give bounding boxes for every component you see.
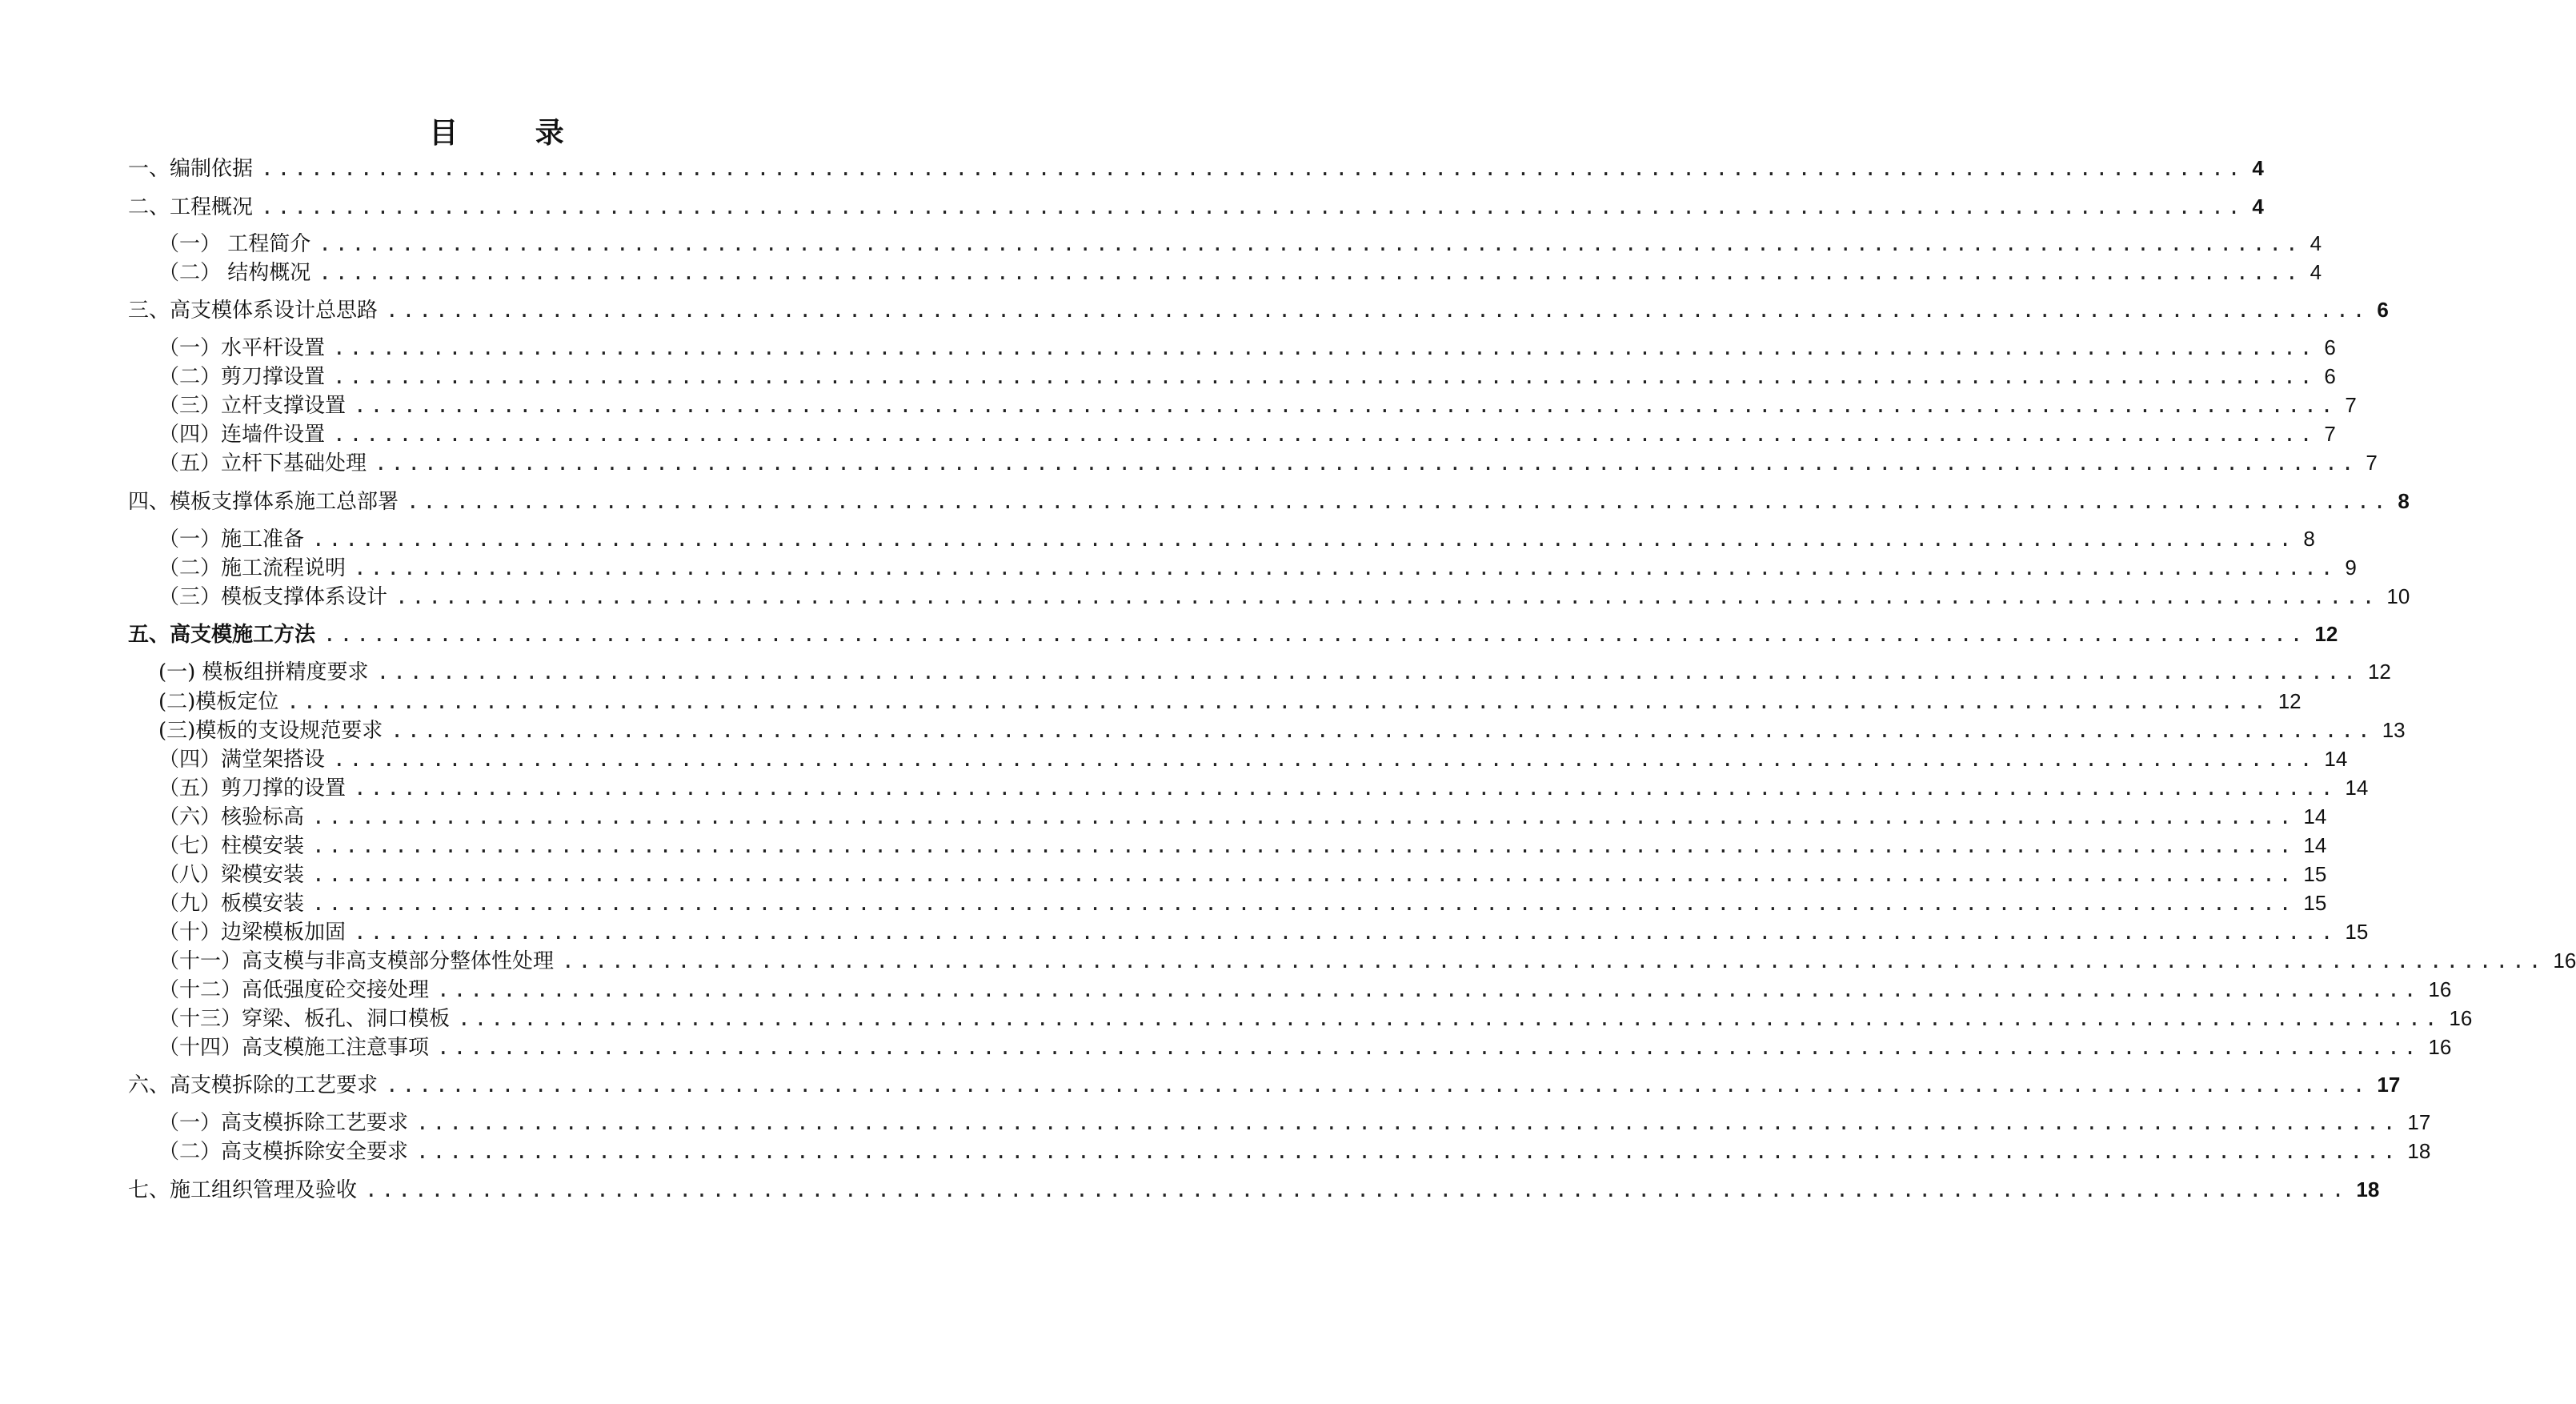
toc-entry[interactable] <box>158 583 2410 610</box>
dot-leader: ........................................................................................................................ <box>407 490 2390 514</box>
dot-leader: ........................................................................................................................ <box>354 394 2338 418</box>
toc-entry-page-number: 6 <box>2324 364 2336 388</box>
toc-entry-page-number: 15 <box>2303 891 2327 915</box>
dot-leader: ........................................................................................................................ <box>391 719 2374 743</box>
toc-entry[interactable] <box>158 976 2452 1003</box>
toc-entry[interactable] <box>158 391 2357 419</box>
toc-entry[interactable] <box>158 525 2315 552</box>
dot-leader: ........................................................................................................................ <box>312 805 2296 829</box>
toc-title: 目 录 <box>429 117 598 150</box>
toc-entry-label: 五、高支模施工方法 <box>128 623 316 647</box>
toc-entry[interactable] <box>158 745 2348 772</box>
toc-entry[interactable] <box>128 620 2338 648</box>
toc-entry[interactable] <box>158 688 2302 715</box>
toc-entry-page-number: 15 <box>2303 862 2327 886</box>
toc-entry-label: （三）立杆支撑设置 <box>158 394 347 418</box>
toc-entry[interactable] <box>128 487 2410 515</box>
toc-entry-label: 三、高支模体系设计总思路 <box>128 299 379 323</box>
toc-entry-label: （一）高支模拆除工艺要求 <box>158 1111 409 1135</box>
dot-leader: ........................................................................................................................ <box>386 299 2370 323</box>
dot-leader: ........................................................................................................................ <box>437 978 2421 1002</box>
dot-leader: ........................................................................................................................ <box>416 1111 2400 1135</box>
toc-entry-label: （三）模板支撑体系设计 <box>158 585 388 609</box>
toc-entry-page-number: 15 <box>2345 920 2369 944</box>
toc-entry-label: （九）板模安装 <box>158 892 305 916</box>
toc-entry-page-number: 7 <box>2324 422 2336 446</box>
toc-entry[interactable] <box>158 334 2336 361</box>
toc-entry[interactable] <box>158 774 2369 801</box>
toc-entry-page-number: 16 <box>2428 977 2452 1001</box>
toc-entry[interactable] <box>158 918 2369 945</box>
toc-entry-label: （二）剪刀撑设置 <box>158 365 326 389</box>
toc-entry[interactable] <box>158 420 2336 447</box>
toc-entry-label: 六、高支模拆除的工艺要求 <box>128 1073 379 1097</box>
dot-leader: ........................................................................................................................ <box>333 336 2317 360</box>
toc-entry[interactable] <box>158 449 2378 476</box>
dot-leader: ........................................................................................................................ <box>261 157 2245 181</box>
toc-entry-label: （二） 结构概况 <box>158 261 311 285</box>
toc-entry-label: （一） 工程简介 <box>158 232 311 256</box>
toc-entry[interactable] <box>158 889 2327 917</box>
toc-entry[interactable] <box>158 947 2576 974</box>
toc-entry-page-number: 16 <box>2449 1006 2473 1030</box>
toc-entry-page-number: 4 <box>2252 156 2264 180</box>
dot-leader: ........................................................................................................................ <box>354 921 2338 945</box>
toc-entry[interactable] <box>128 154 2264 182</box>
dot-leader: ........................................................................................................................ <box>312 863 2296 887</box>
dot-leader: ........................................................................................................................ <box>437 1036 2421 1060</box>
toc-entry-page-number: 7 <box>2345 393 2357 417</box>
toc-entry-page-number: 14 <box>2303 833 2327 857</box>
toc-entry-page-number: 12 <box>2278 689 2302 713</box>
dot-leader: ........................................................................................................................ <box>312 892 2296 916</box>
toc-entry-label: 四、模板支撑体系施工总部署 <box>128 490 399 514</box>
toc-entry-label: （六）核验标高 <box>158 805 305 829</box>
dot-leader: ........................................................................................................................ <box>286 690 2270 714</box>
toc-entry-label: 七、施工组织管理及验收 <box>128 1178 358 1202</box>
toc-entry[interactable] <box>158 259 2322 286</box>
dot-leader: ........................................................................................................................ <box>376 660 2360 684</box>
dot-leader: ........................................................................................................................ <box>386 1073 2370 1097</box>
dot-leader: ........................................................................................................................ <box>261 195 2245 219</box>
toc-entry-label: （十二）高低强度砼交接处理 <box>158 978 430 1002</box>
toc-entry-page-number: 12 <box>2367 660 2391 684</box>
toc-entry-label: （十）边梁模板加固 <box>158 921 347 945</box>
toc-entry-page-number: 14 <box>2303 804 2327 828</box>
toc-entry-label: （八）梁模安装 <box>158 863 305 887</box>
toc-entry-page-number: 16 <box>2428 1035 2452 1059</box>
toc-entry[interactable] <box>158 658 2391 685</box>
toc-entry[interactable] <box>158 803 2327 830</box>
dot-leader: ........................................................................................................................ <box>333 748 2317 772</box>
toc-entry-page-number: 6 <box>2324 335 2336 359</box>
toc-entry[interactable] <box>158 554 2357 581</box>
toc-entry[interactable] <box>158 1005 2473 1032</box>
toc-entry[interactable] <box>158 832 2327 859</box>
toc-entry[interactable] <box>128 193 2264 220</box>
dot-leader: ........................................................................................................................ <box>333 423 2317 447</box>
toc-entry-page-number: 4 <box>2310 260 2322 284</box>
dot-leader: ........................................................................................................................ <box>458 1007 2442 1031</box>
toc-entry-page-number: 8 <box>2398 489 2410 513</box>
dot-leader: ........................................................................................................................ <box>375 451 2358 475</box>
toc-entry-page-number: 12 <box>2314 622 2338 646</box>
toc-entry-label: （十四）高支模施工注意事项 <box>158 1036 430 1060</box>
toc-entry[interactable] <box>158 1033 2452 1061</box>
toc-entry-page-number: 4 <box>2252 195 2264 219</box>
dot-leader: ........................................................................................................................ <box>395 585 2379 609</box>
dot-leader: ........................................................................................................................ <box>416 1140 2400 1164</box>
toc-entry-page-number: 9 <box>2345 556 2357 580</box>
toc-entry-page-number: 7 <box>2366 451 2378 475</box>
dot-leader: ........................................................................................................................ <box>562 949 2546 973</box>
toc-entry[interactable] <box>158 230 2322 257</box>
toc-entry-label: （一）水平杆设置 <box>158 336 326 360</box>
toc-entry-page-number: 10 <box>2386 584 2410 608</box>
toc-entry-label: （四）满堂架搭设 <box>158 748 326 772</box>
dot-leader: ........................................................................................................................ <box>312 834 2296 858</box>
toc-entry-page-number: 6 <box>2377 298 2389 322</box>
toc-entry-label: (一) 模板组拼精度要求 <box>158 660 369 684</box>
toc-entry-page-number: 14 <box>2345 776 2369 800</box>
dot-leader: ........................................................................................................................ <box>354 776 2338 800</box>
toc-entry-page-number: 4 <box>2310 231 2322 255</box>
toc-entry-label: （四）连墙件设置 <box>158 423 326 447</box>
toc-entry[interactable] <box>128 1176 2380 1203</box>
toc-entry-label: （七）柱模安装 <box>158 834 305 858</box>
toc-entry-label: （十一）高支模与非高支模部分整体性处理 <box>158 949 555 973</box>
toc-entry[interactable] <box>128 1071 2401 1098</box>
toc-entry-label: （二）高支模拆除安全要求 <box>158 1140 409 1164</box>
toc-entry-label: （二）施工流程说明 <box>158 556 347 580</box>
toc-entry-label: （五）立杆下基础处理 <box>158 451 367 475</box>
toc-entry[interactable] <box>158 860 2327 888</box>
toc-entry-page-number: 13 <box>2382 718 2406 742</box>
toc-entry-page-number: 14 <box>2324 747 2348 771</box>
dot-leader: ........................................................................................................................ <box>318 261 2302 285</box>
toc-entry[interactable] <box>158 1109 2431 1136</box>
dot-leader: ........................................................................................................................ <box>354 556 2338 580</box>
toc-entry-page-number: 18 <box>2407 1139 2431 1163</box>
dot-leader: ........................................................................................................................ <box>333 365 2317 389</box>
toc-entry-label: 二、工程概况 <box>128 195 254 219</box>
dot-leader: ........................................................................................................................ <box>365 1178 2349 1202</box>
toc-entry-page-number: 17 <box>2407 1110 2431 1134</box>
toc-entry-page-number: 16 <box>2553 949 2576 973</box>
toc-entry[interactable] <box>158 363 2336 390</box>
toc-entry-label: 一、编制依据 <box>128 157 254 181</box>
dot-leader: ........................................................................................................................ <box>312 528 2296 552</box>
toc-entry-label: （十三）穿梁、板孔、洞口模板 <box>158 1007 451 1031</box>
toc-entry[interactable] <box>128 296 2389 323</box>
toc-entry-page-number: 17 <box>2377 1073 2401 1097</box>
dot-leader: ........................................................................................................................ <box>318 232 2302 256</box>
toc-entry-label: (二)模板定位 <box>158 690 279 714</box>
toc-entry-label: (三)模板的支设规范要求 <box>158 719 383 743</box>
toc-entry[interactable] <box>158 716 2406 744</box>
dot-leader: ........................................................................................................................ <box>323 623 2307 647</box>
toc-entry-page-number: 8 <box>2303 527 2315 551</box>
toc-entry[interactable] <box>158 1137 2431 1165</box>
toc-entry-page-number: 18 <box>2356 1177 2380 1201</box>
toc-entry-label: （一）施工准备 <box>158 528 305 552</box>
toc-entry-label: （五）剪刀撑的设置 <box>158 776 347 800</box>
